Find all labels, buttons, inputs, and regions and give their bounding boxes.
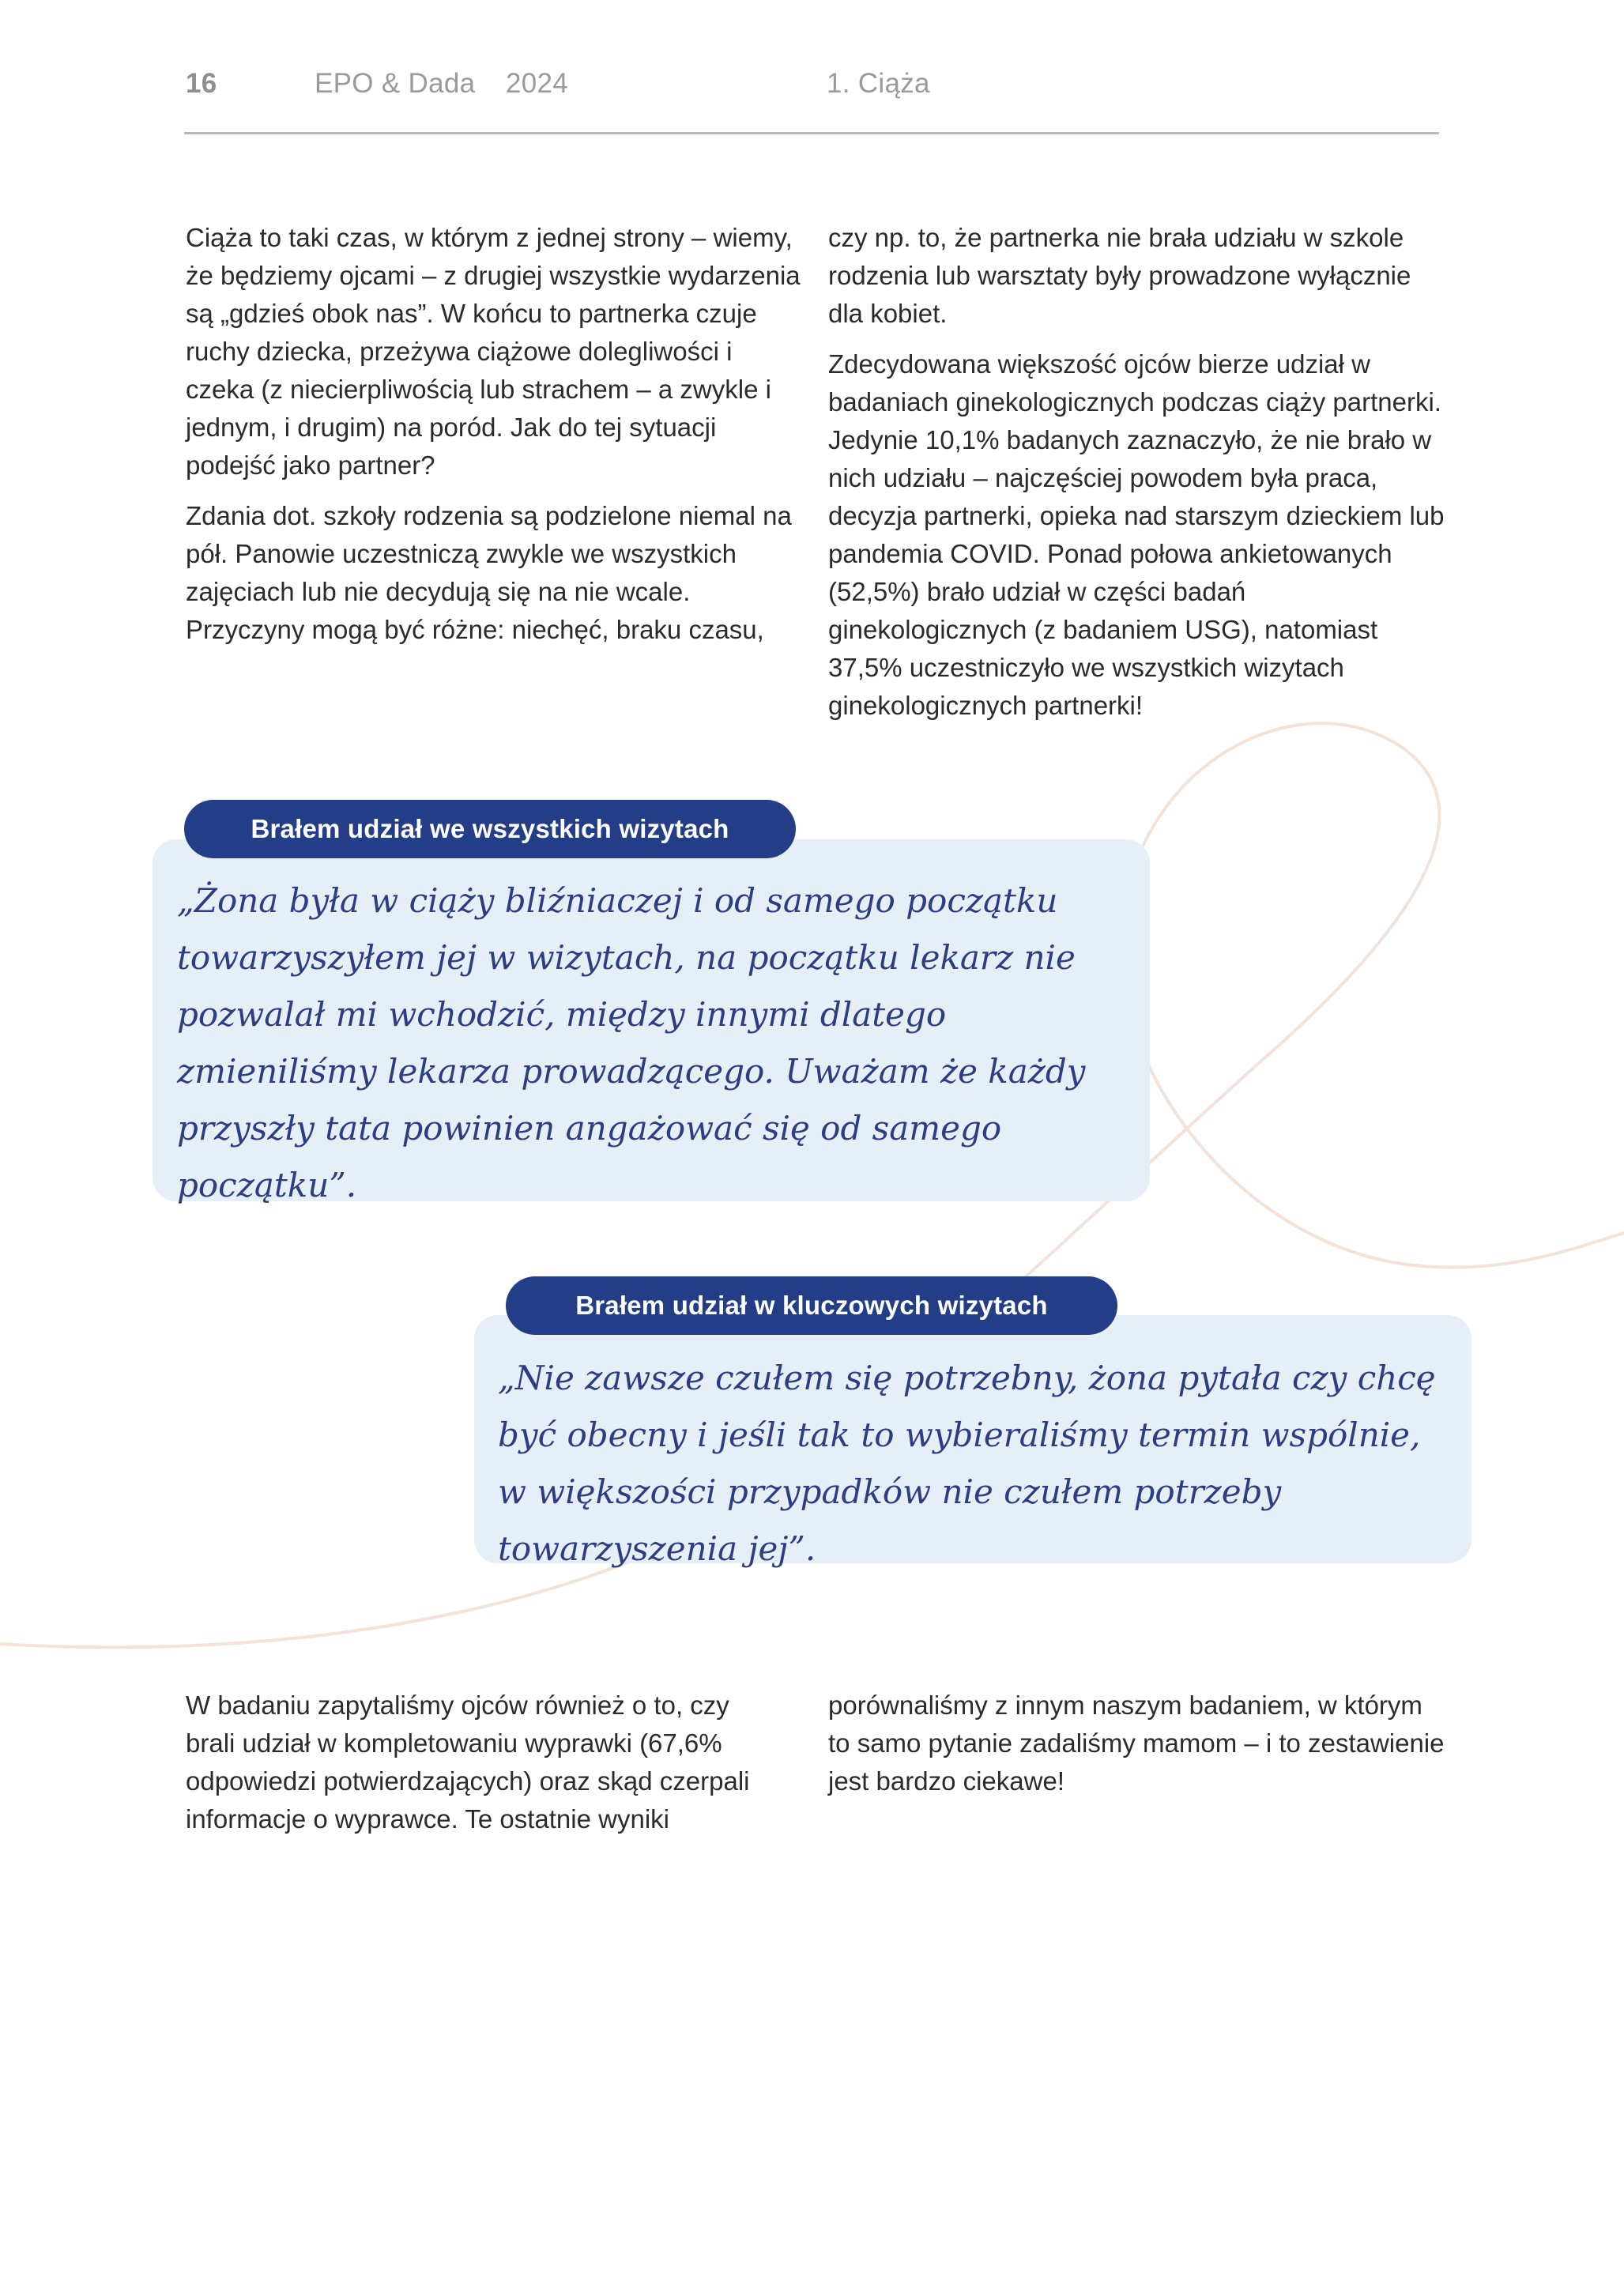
intro-left-paragraph-2: Zdania dot. szkoły rodzenia są podzielone niemal na pół. Panowie uczestniczą zwykle we wszystkich zajęciach lub nie decydują się na nie wcale. Przyczyny mogą być różne: niechęć, braku czasu, [186, 501, 792, 644]
outro-right-column [828, 1687, 1445, 1813]
outro-left-paragraph: W badaniu zapytaliśmy ojców również o to, czy brali udział w kompletowaniu wyprawki (67,6% odpowiedzi potwierdzających) oraz skąd czerpali informacje o wyprawce. Te ostatnie wyniki [186, 1691, 750, 1834]
outro-right-paragraph: porównaliśmy z innym naszym badaniem, w którym to samo pytanie zadaliśmy mamom – i to zestawienie jest bardzo ciekawe! [828, 1691, 1445, 1796]
intro-left-paragraph-1: Ciąża to taki czas, w którym z jednej strony – wiemy, że będziemy ojcami – z drugiej wszystkie wydarzenia są „gdzieś obok nas”. W końcu to partnerka czuje ruchy dziecka, przeżywa ciążowe dolegliwości i czeka (z niecierpliwością lub strachem – a zwykle i jednym, i drugim) na poród. Jak do tej sytuacji podejść jako partner? [186, 223, 801, 480]
publisher-name: EPO & Dada [315, 68, 476, 99]
quote-text-all-visits: „Żona była w ciąży bliźniaczej i od samego początku towarzyszyłem jej w wizytach, na początku lekarz nie pozwalał mi wchodzić, między innymi dlatego zmieniliśmy lekarza prowadzącego. Uważam że każdy przyszły tata powinien angażować się od samego początku”. [177, 881, 1086, 1204]
intro-right-paragraph-1: czy np. to, że partnerka nie brała udziału w szkole rodzenia lub warsztaty były prowadzone wyłącznie dla kobiet. [828, 223, 1411, 328]
header-divider [184, 132, 1439, 134]
intro-right-paragraph-2: Zdecydowana większość ojców bierze udział w badaniach ginekologicznych podczas ciąży partnerki. Jedynie 10,1% badanych zaznaczyło, że nie brało w nich udziału – najczęściej powodem była praca, decyzja partnerki, opieka nad starszym dzieckiem lub pandemia COVID. Ponad połowa ankietowanych (52,5%) brało udział w części badań ginekologicznych (z badaniem USG), natomiast 37,5% uczestniczyło we wszystkich wizytach ginekologicznych partnerki! [828, 349, 1445, 720]
quote-text-key-visits: „Nie zawsze czułem się potrzebny, żona pytała czy chcę być obecny i jeśli tak to wybieraliśmy termin wspólnie, w większości przypadków nie czułem potrzeby towarzyszenia jej”. [498, 1359, 1436, 1568]
publication-year: 2024 [506, 68, 569, 99]
chapter-title: 1. Ciąża [827, 68, 930, 99]
quote-tag-key-visits: Brałem udział w kluczowych wizytach [506, 1276, 1117, 1335]
page-number: 16 [186, 68, 217, 99]
intro-left-column [186, 219, 802, 662]
quote-tag-all-visits: Brałem udział we wszystkich wizytach [184, 800, 796, 858]
intro-right-column [828, 219, 1445, 737]
outro-left-column [186, 1687, 755, 1851]
